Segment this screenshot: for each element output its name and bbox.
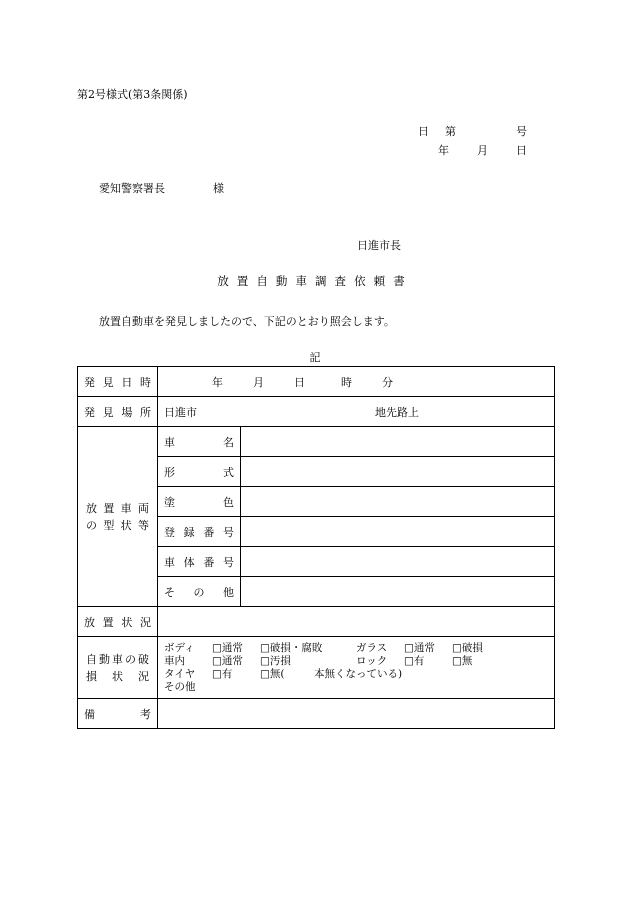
body-damaged-checkbox[interactable]: □破損・腐敗	[260, 641, 323, 654]
document-number-line	[418, 123, 527, 139]
damage-label: 自 動 車 の 破 損 状 況	[78, 637, 158, 699]
interior-normal-checkbox[interactable]: □通常	[212, 654, 243, 667]
damage-row-tire: タイヤ □有 □無( 本無くなっている)	[164, 667, 403, 680]
document-number-dai: 第	[445, 125, 456, 138]
vehicle-name-label: 車 名	[158, 427, 241, 457]
found-place-label: 発 見 場 所	[78, 397, 158, 427]
document-number-go: 号	[516, 125, 527, 138]
body-normal-checkbox[interactable]: □通常	[212, 641, 243, 654]
vehicle-chassis-value[interactable]	[241, 547, 555, 577]
survey-form-table	[77, 366, 555, 729]
vehicle-model-label: 形 式	[158, 457, 241, 487]
date-year: 年	[438, 144, 449, 157]
vehicle-registration-label: 登 録 番 号	[158, 517, 241, 547]
addressee-honorific: 様	[213, 182, 224, 195]
vehicle-other-label: そ の 他	[158, 577, 241, 607]
vehicle-name-value[interactable]	[241, 427, 555, 457]
vehicle-chassis-label: 車 体 番 号	[158, 547, 241, 577]
found-datetime-label: 発 見 日 時	[78, 367, 158, 397]
document-date-line	[438, 142, 527, 158]
status-value[interactable]	[158, 607, 555, 637]
form-number: 第2号様式(第3条関係)	[77, 88, 188, 101]
sender: 日進市長	[357, 239, 401, 252]
vehicle-other-value[interactable]	[241, 577, 555, 607]
found-place-value[interactable]	[158, 397, 555, 427]
vehicle-color-label: 塗 色	[158, 487, 241, 517]
damage-checklist[interactable]	[158, 637, 555, 699]
document-number-prefix: 日	[418, 125, 429, 138]
vehicle-registration-value[interactable]	[241, 517, 555, 547]
glass-normal-checkbox[interactable]: □通常	[404, 641, 435, 654]
vehicle-model-value[interactable]	[241, 457, 555, 487]
remarks-label: 備 考	[78, 699, 158, 729]
date-day: 日	[516, 144, 527, 157]
document-title: 放置自動車調査依頼書	[217, 274, 413, 288]
damage-row-other: その他	[164, 680, 196, 693]
tire-yes-checkbox[interactable]: □有	[212, 667, 233, 680]
tire-missing-note: 本無くなっている)	[314, 667, 403, 680]
lock-yes-checkbox[interactable]: □有	[404, 654, 425, 667]
found-place-city: 日進市	[164, 405, 197, 419]
found-place-suffix: 地先路上	[375, 405, 419, 419]
interior-dirty-checkbox[interactable]: □汚損	[260, 654, 291, 667]
lock-no-checkbox[interactable]: □無	[452, 654, 473, 667]
glass-damaged-checkbox[interactable]: □破損	[452, 641, 483, 654]
addressee	[99, 180, 224, 196]
status-label: 放 置 状 況	[78, 607, 158, 637]
damage-row-interior-lock: 車内 □通常 □汚損 ロック □有 □無	[164, 654, 473, 667]
vehicle-type-label: 放 置 車 両 の 型 状 等	[78, 427, 158, 607]
date-month: 月	[477, 144, 488, 157]
damage-row-body-glass: ボディ □通常 □破損・腐敗 ガラス □通常 □破損	[164, 641, 483, 654]
document-body: 放置自動車を発見しましたので、下記のとおり照会します。	[99, 315, 395, 328]
addressee-name: 愛知警察署長	[99, 182, 165, 195]
vehicle-color-value[interactable]	[241, 487, 555, 517]
ki-marker: 記	[309, 351, 321, 364]
tire-no-checkbox[interactable]: □無(	[260, 667, 285, 680]
remarks-value[interactable]	[158, 699, 555, 729]
found-datetime-value[interactable]: 年 月 日 時 分	[158, 367, 555, 397]
